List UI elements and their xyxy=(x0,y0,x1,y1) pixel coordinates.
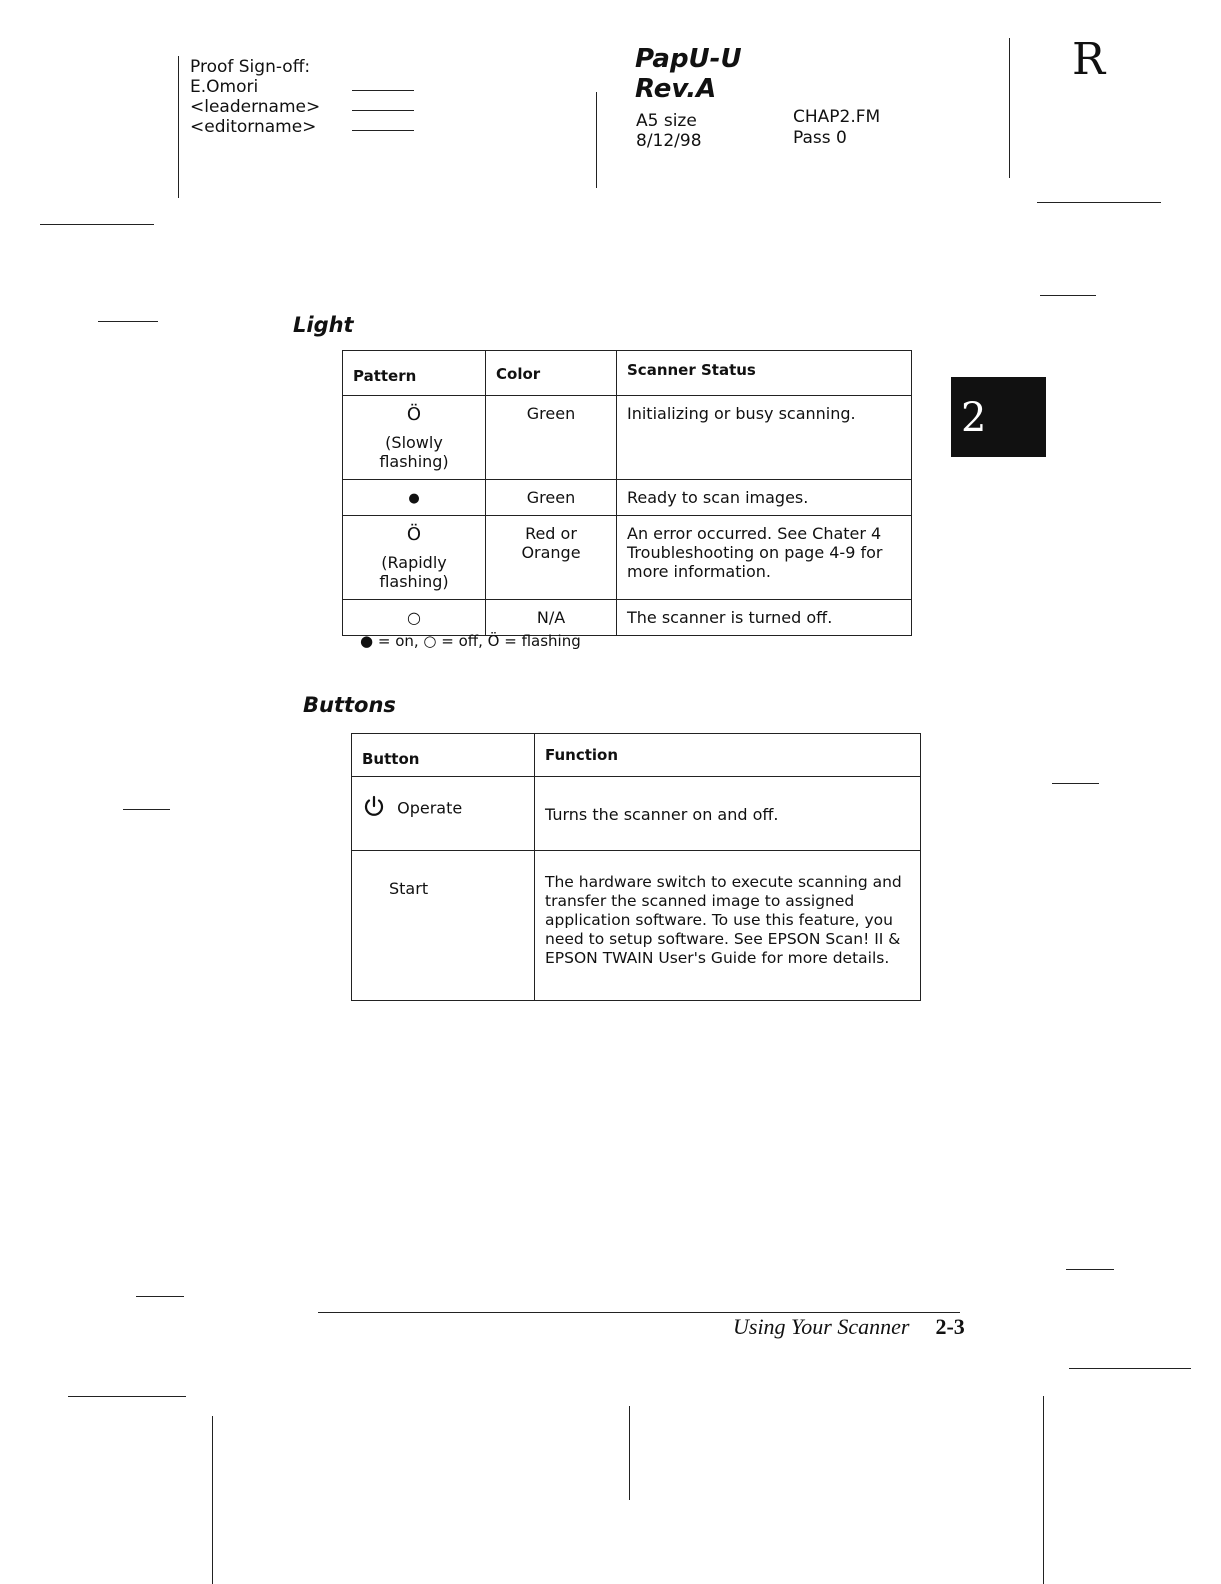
color-text: Red or Orange xyxy=(521,524,581,562)
pattern-text: (Slowly flashing) xyxy=(379,433,449,471)
light-table xyxy=(342,350,912,636)
crop-mark xyxy=(1037,202,1161,203)
crop-mark xyxy=(212,1416,213,1584)
doc-date: 8/12/98 xyxy=(636,131,702,151)
status-text: Ready to scan images. xyxy=(627,488,809,507)
status-text: Initializing or busy scanning. xyxy=(627,404,856,423)
table-row xyxy=(343,516,912,600)
chapter-number: 2 xyxy=(961,395,987,441)
table-row xyxy=(352,777,921,851)
doc-size: A5 size xyxy=(636,111,697,131)
col-button: Button xyxy=(362,750,420,768)
on-icon: ● xyxy=(408,491,420,506)
doc-title-line1: PapU-U xyxy=(635,44,742,74)
signoff-editorname: <editorname> xyxy=(190,117,317,137)
col-function: Function xyxy=(545,746,619,764)
buttons-table-header xyxy=(352,734,921,777)
header-right-rule xyxy=(1009,38,1010,178)
crop-mark xyxy=(123,809,170,810)
doc-title-line2: Rev.A xyxy=(635,74,717,104)
crop-mark xyxy=(136,1296,184,1297)
status-text: The scanner is turned off. xyxy=(627,608,833,627)
light-table-header xyxy=(343,351,912,396)
color-text: Green xyxy=(526,404,576,423)
signoff-line-1 xyxy=(352,90,414,91)
signoff-label: Proof Sign-off: xyxy=(190,57,311,77)
page-footer xyxy=(733,1314,965,1340)
doc-title xyxy=(635,44,742,104)
crop-mark xyxy=(68,1396,186,1397)
doc-pass: Pass 0 xyxy=(793,128,847,148)
chapter-tab xyxy=(951,377,1046,457)
crop-mark xyxy=(40,224,154,225)
light-legend: ● = on, ○ = off, Ö = flashing xyxy=(360,632,581,650)
pattern-text: (Rapidly flashing) xyxy=(379,553,449,591)
doc-file: CHAP2.FM xyxy=(793,107,881,127)
signoff-leadername: <leadername> xyxy=(190,97,321,117)
flashing-icon: Ö xyxy=(406,404,422,425)
corner-mark: R xyxy=(1072,34,1106,85)
flashing-icon: Ö xyxy=(406,524,422,545)
table-row xyxy=(343,396,912,480)
signoff-line-2 xyxy=(352,110,414,111)
footer-section-title: Using Your Scanner xyxy=(733,1314,910,1339)
col-color: Color xyxy=(496,365,541,383)
header-left-rule xyxy=(178,56,179,198)
header-mid-rule xyxy=(596,92,597,188)
table-row xyxy=(343,600,912,636)
table-row xyxy=(343,480,912,516)
light-heading: Light xyxy=(293,313,354,337)
buttons-table xyxy=(351,733,921,1001)
buttons-heading: Buttons xyxy=(303,693,396,717)
crop-mark xyxy=(1069,1368,1191,1369)
crop-mark xyxy=(1040,295,1096,296)
start-label: Start xyxy=(389,879,429,898)
function-text: The hardware switch to execute scanning and transfer the scanned image to assigned application software. To use this feature, you need to setup software. See EPSON Scan! II & EPSON TWAIN User's Guide for more details. xyxy=(545,873,902,967)
operate-label: Operate xyxy=(397,798,463,818)
crop-mark xyxy=(98,321,158,322)
footer-rule xyxy=(318,1312,960,1313)
col-pattern: Pattern xyxy=(353,367,417,385)
crop-mark xyxy=(629,1406,630,1500)
crop-mark xyxy=(1066,1269,1114,1270)
signoff-name-omori: E.Omori xyxy=(190,77,259,97)
crop-mark xyxy=(1043,1396,1044,1584)
table-row xyxy=(352,851,921,1001)
color-text: Green xyxy=(526,488,576,507)
crop-mark xyxy=(1052,783,1099,784)
signoff-line-3 xyxy=(352,130,414,131)
off-icon: ○ xyxy=(407,608,421,627)
col-scanner-status: Scanner Status xyxy=(627,361,756,379)
status-text: An error occurred. See Chater 4 Troubleshooting on page 4-9 for more information. xyxy=(627,524,883,581)
function-text: Turns the scanner on and off. xyxy=(545,805,779,824)
page-number: 2-3 xyxy=(935,1314,965,1339)
color-text: N/A xyxy=(536,608,566,627)
power-icon xyxy=(362,795,386,823)
proof-signoff-block xyxy=(190,57,320,137)
